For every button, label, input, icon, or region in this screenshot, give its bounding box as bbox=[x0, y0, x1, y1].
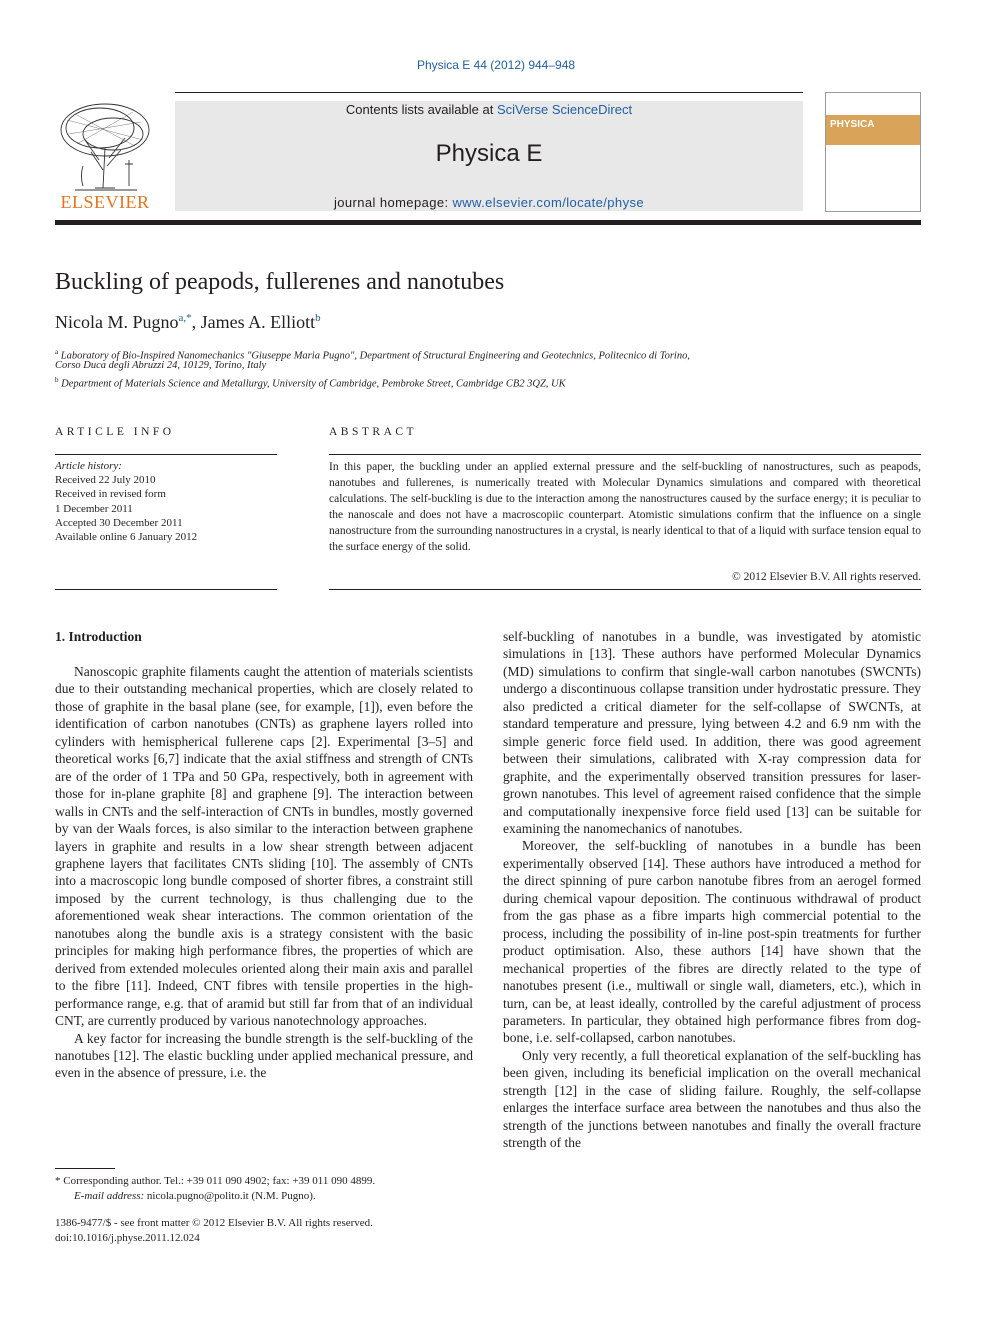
body-column-right bbox=[503, 628, 921, 1152]
author-name: James A. Elliott bbox=[200, 312, 316, 332]
history-item: Accepted 30 December 2011 bbox=[55, 516, 183, 529]
bottom-info bbox=[55, 1216, 475, 1245]
affiliation-a-address bbox=[55, 359, 266, 373]
article-title: Buckling of peapods, fullerenes and nanotubes bbox=[55, 269, 505, 295]
homepage-prefix: journal homepage: bbox=[333, 195, 453, 210]
article-history bbox=[55, 459, 277, 544]
homepage-link[interactable]: www.elsevier.com/locate/physe bbox=[452, 195, 644, 210]
abstract-copyright: © 2012 Elsevier B.V. All rights reserved. bbox=[732, 571, 921, 583]
article-info-rule bbox=[55, 454, 277, 455]
author-list: Nicola M. Pugno$^{a,*}$, James A. Elliott$^b$ bbox=[55, 312, 321, 332]
abstract-text: In this paper, the buckling under an applied external pressure and the self-buckling of nanostructures, such as peapods, nanotubes and fullerenes, is numerically treated with Molecular Dynamics simulations and compared with theoretical calculations. The self-buckling is due to the interaction among the nanostructures caused by the surface energy; it is peculiar to the nanoscale and does not have a macroscopiic counterpart. Atomistic simulations confirm that the influence on a single nanostructure from the surrounding nanostructures in a crystal, is nearly identical to that of a liquid with surface tension equal to the surface energy of the solid. bbox=[329, 461, 921, 553]
body-column-left bbox=[55, 663, 473, 1082]
journal-reference[interactable]: Physica E 44 (2012) 944–948 bbox=[416, 58, 576, 72]
author-affil-marker[interactable]: b bbox=[315, 312, 321, 324]
affil-marker: a bbox=[55, 348, 59, 356]
header-thick-rule bbox=[55, 220, 921, 225]
doi-line[interactable]: doi:10.1016/j.physe.2011.12.024 bbox=[55, 1231, 200, 1244]
body-paragraph: Only very recently, a full theoretical explanation of the self-buckling has been given, including its beneficial implication on the overall mechanical strength [12] in the case of sliding failure. Roughly, the self-collapse enlarges the interface surface area between the nanotubes and thus also the strength of the junctions between nanotubes and finally the overall fracture strength of the bbox=[503, 1047, 921, 1151]
email-address[interactable]: nicola.pugno@polito.it (N.M. Pugno). bbox=[144, 1189, 316, 1202]
body-paragraph: Moreover, the self-buckling of nanotubes in a bundle has been experimentally observed [14]. These authors have introduced a method for the direct spinning of pure carbon nanotube fibres from an aerogel formed during chemical vapour deposition. The continuous withdrawal of product from the gas phase as a fibre imparts high commercial potential to the process, including the possibility of in-line post-spin treatments for further product optimisation. Also, these authors [14] have shown that the mechanical properties of the fibres are directly related to the type of nanotubes present (i.e., multiwall or single wall, diameters, etc.), which in turn, can be, at least ideally, controlled by the careful adjustment of process parameters. In particular, they obtained high performance fibres from dog-bone, i.e. self-collapsed, carbon nanotubes. bbox=[503, 838, 921, 1046]
affil-marker: b bbox=[55, 376, 59, 384]
footnote bbox=[55, 1174, 475, 1203]
author-affil-marker[interactable]: a,* bbox=[178, 312, 192, 324]
contents-prefix: Contents lists available at bbox=[345, 102, 497, 117]
article-info-heading: ARTICLE INFO bbox=[55, 426, 175, 438]
body-paragraph: Nanoscopic graphite filaments caught the attention of materials scientists due to their outstanding mechanical properties, which are closely related to those of graphite in the basal plane (see, for example, [1]), even before the identification of carbon nanotubes (CNTs) as graphene layers rolled into cylinders with hemispherical fullerene caps [2]. Experimental [3–5] and theoretical works [6,7] indicate that the axial stiffness and strength of CNTs are of the order of 1 TPa and 50 GPa, respectively, both in agreement with those for in-plane graphite [8] and graphene [9]. The interaction between walls in CNTs and the self-interaction of CNTs in bundles, mostly governed by van der Waals forces, is also similar to the interaction between graphene layers in graphite and results in a low shear strength between adjacent graphene layers that facilitates CNTs sliding [10]. The assembly of CNTs into a macroscopic long bundle composed of shorter fibres, a constraint still imposed by the current technology, is thus challenging due to the aforementioned weak shear interactions. The common orientation of the nanotubes along the bundle axis is a strategy consistent with the basic principles for making high performance fibres, the properties of which are derived from extended molecules oriented along their main axis and parallel to the fibre [11]. Indeed, CNT fibres with tensile properties in the high-performance range, e.g. that of aramid but still far from that of an individual CNT, are currently produced by various nanotechnology approaches. bbox=[55, 664, 473, 1029]
body-paragraph: A key factor for increasing the bundle strength is the self-buckling of the nanotubes [12]. The elastic buckling under applied mechanical pressure, and even in the absence of pressure, i.e. the bbox=[55, 1030, 473, 1081]
affil-text: Corso Duca degli Abruzzi 24, 10129, Torino, Italy bbox=[55, 360, 267, 371]
issn-line: 1386-9477/$ - see front matter © 2012 Elsevier B.V. All rights reserved. bbox=[55, 1217, 373, 1229]
email-line bbox=[55, 1189, 475, 1204]
cover-title: PHYSICA bbox=[830, 119, 875, 130]
footnote-rule bbox=[55, 1168, 115, 1169]
history-item: 1 December 2011 bbox=[55, 502, 133, 515]
history-item: Received in revised form bbox=[55, 488, 166, 501]
body-paragraph: self-buckling of nanotubes in a bundle, was investigated by atomistic simulations in [13]. These authors have performed Molecular Dynamics (MD) simulations to confirm that single-wall carbon nanotubes (SWCNTs) undergo a discontinuous collapse transition under hydrostatic pressure. They also predicted a critical diameter for the self-collapse of SWCNTs, at standard temperature and pressure, lying between 4.2 and 6.9 nm with the simple generic force field used. In addition, there was good agreement between their simulations, calibrated with X-ray compression data for graphite, and the experimentally observed transition pressures for laser-grown nanotubes. This level of agreement raised confidence that the simple and computationally inexpensive force field used [13] can be suitable for examining the nanomechanics of nanotubes. bbox=[503, 629, 921, 836]
history-item: Available online 6 January 2012 bbox=[55, 531, 198, 544]
email-label: E-mail address: bbox=[74, 1189, 145, 1202]
sciencedirect-link[interactable]: SciVerse ScienceDirect bbox=[496, 102, 633, 117]
history-item: Received 22 July 2010 bbox=[55, 474, 156, 487]
affil-text: Department of Materials Science and Metallurgy, University of Cambridge, Pembroke Street, Cambridge CB2 3QZ, UK bbox=[61, 378, 566, 390]
abstract-rule bbox=[329, 454, 921, 455]
journal-name: Physica E bbox=[435, 140, 543, 167]
affiliation-b bbox=[55, 373, 566, 392]
affil-text: Laboratory of Bio-Inspired Nanomechanics "Giuseppe Maria Pugno", Department of Structural Engineering and Geotechnics, Politecnico di Torino, bbox=[60, 350, 690, 362]
contents-line bbox=[175, 102, 803, 117]
author-name: Nicola M. Pugno bbox=[55, 312, 179, 332]
article-info-bottom-rule bbox=[55, 589, 277, 590]
section-heading-introduction: 1. Introduction bbox=[55, 629, 142, 644]
history-label: Article history: bbox=[55, 460, 122, 472]
abstract-heading: ABSTRACT bbox=[329, 426, 418, 438]
elsevier-wordmark: ELSEVIER bbox=[60, 192, 150, 212]
journal-homepage-line bbox=[175, 195, 803, 210]
journal-cover-thumbnail[interactable] bbox=[825, 92, 921, 212]
corresponding-author-note: * Corresponding author. Tel.: +39 011 090 4902; fax: +39 011 090 4899. bbox=[55, 1175, 376, 1187]
abstract-bottom-rule bbox=[329, 589, 921, 590]
header-top-rule bbox=[175, 92, 803, 93]
